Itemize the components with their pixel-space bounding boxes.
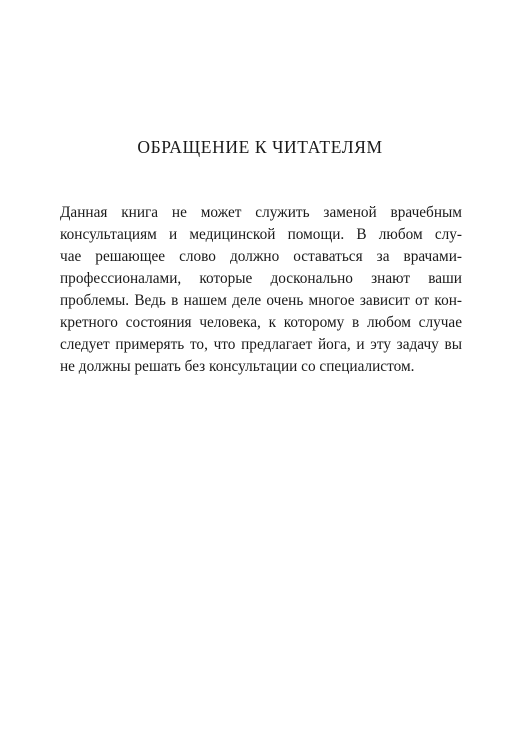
paragraph-line: следует примерять то, что предлагает йога, и эту задачу вы [60,336,462,353]
paragraph-line: профессионалами, которые досконально знают ваши [60,270,462,287]
paragraph-line: чае решающее слово должно оставаться за врачами- [60,248,462,265]
page-heading: ОБРАЩЕНИЕ К ЧИТАТЕЛЯМ [137,137,383,157]
paragraph-line: кретного состояния человека, к которому в любом случае [60,314,462,331]
paragraph-line: проблемы. Ведь в нашем деле очень многое зависит от кон- [60,292,462,309]
paragraph-line: консультациям и медицинской помощи. В любом слу- [60,226,462,243]
paragraph-line: не должны решать без консультации со специалистом. [60,358,415,375]
reader-notice-paragraph [60,202,462,378]
paragraph-line: Данная книга не может служить заменой врачебным [60,204,462,221]
